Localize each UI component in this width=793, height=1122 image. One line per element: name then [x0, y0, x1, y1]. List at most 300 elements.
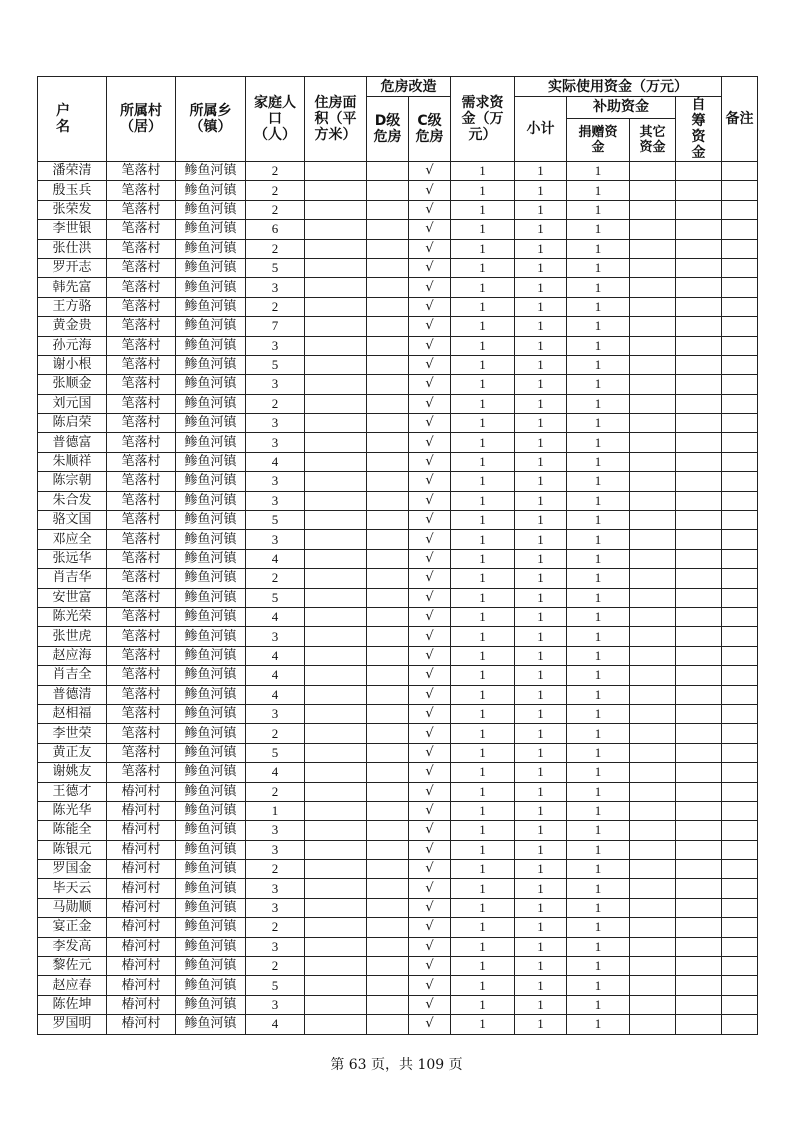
table-cell: 张仕洪: [38, 239, 107, 258]
table-cell: √: [409, 491, 451, 510]
table-cell: [676, 336, 722, 355]
table-cell: [722, 588, 758, 607]
table-cell: [722, 336, 758, 355]
table-cell: 1: [515, 627, 567, 646]
table-cell: 笔落村: [107, 181, 176, 200]
table-cell: 1: [567, 511, 630, 530]
table-cell: [722, 801, 758, 820]
table-cell: [367, 162, 409, 181]
header-name: 户 名: [38, 77, 107, 162]
table-cell: 1: [567, 258, 630, 277]
table-cell: [630, 588, 676, 607]
table-cell: 1: [567, 704, 630, 723]
table-cell: 1: [567, 530, 630, 549]
table-cell: 1: [515, 336, 567, 355]
table-cell: 1: [451, 317, 515, 336]
table-cell: 1: [515, 607, 567, 626]
table-cell: [305, 181, 367, 200]
table-cell: 1: [451, 278, 515, 297]
table-cell: 1: [515, 976, 567, 995]
table-cell: 鲹鱼河镇: [176, 433, 246, 452]
table-cell: 1: [567, 588, 630, 607]
table-cell: 1: [567, 860, 630, 879]
table-cell: [367, 549, 409, 568]
table-cell: [722, 452, 758, 471]
table-row: [38, 549, 758, 568]
table-cell: √: [409, 375, 451, 394]
table-cell: 鲹鱼河镇: [176, 685, 246, 704]
table-cell: [630, 414, 676, 433]
table-cell: 1: [451, 976, 515, 995]
table-cell: [630, 162, 676, 181]
table-cell: [676, 375, 722, 394]
table-cell: 张世虎: [38, 627, 107, 646]
table-cell: 1: [567, 200, 630, 219]
table-cell: [630, 181, 676, 200]
table-cell: [722, 1015, 758, 1034]
table-cell: [305, 821, 367, 840]
table-cell: 陈光华: [38, 801, 107, 820]
table-cell: √: [409, 724, 451, 743]
table-cell: [305, 491, 367, 510]
table-cell: [630, 685, 676, 704]
table-cell: [630, 898, 676, 917]
table-cell: 孙元海: [38, 336, 107, 355]
table-cell: 椿河村: [107, 976, 176, 995]
table-cell: 1: [515, 220, 567, 239]
table-cell: 3: [246, 491, 305, 510]
table-cell: 1: [515, 743, 567, 762]
table-cell: 骆文国: [38, 511, 107, 530]
table-row: [38, 898, 758, 917]
table-row: [38, 511, 758, 530]
table-cell: 1: [515, 918, 567, 937]
table-cell: 1: [515, 898, 567, 917]
table-cell: 1: [567, 414, 630, 433]
table-cell: [305, 336, 367, 355]
table-cell: 1: [567, 957, 630, 976]
table-cell: [676, 569, 722, 588]
table-cell: √: [409, 840, 451, 859]
table-cell: 鲹鱼河镇: [176, 607, 246, 626]
table-cell: [367, 840, 409, 859]
table-cell: 1: [515, 472, 567, 491]
table-cell: [722, 317, 758, 336]
table-cell: 1: [567, 162, 630, 181]
table-cell: [367, 569, 409, 588]
table-cell: [367, 181, 409, 200]
table-cell: 1: [567, 181, 630, 200]
table-row: [38, 976, 758, 995]
table-cell: 1: [567, 840, 630, 859]
table-cell: 笔落村: [107, 414, 176, 433]
table-cell: [630, 433, 676, 452]
table-cell: 1: [567, 1015, 630, 1034]
table-cell: 鲹鱼河镇: [176, 278, 246, 297]
table-cell: 笔落村: [107, 763, 176, 782]
table-cell: [722, 162, 758, 181]
table-cell: √: [409, 549, 451, 568]
table-cell: 黎佐元: [38, 957, 107, 976]
table-cell: 1: [515, 433, 567, 452]
table-cell: [367, 898, 409, 917]
table-cell: 鲹鱼河镇: [176, 181, 246, 200]
table-cell: 1: [515, 375, 567, 394]
table-cell: √: [409, 569, 451, 588]
table-cell: 1: [515, 685, 567, 704]
table-cell: 2: [246, 782, 305, 801]
table-cell: 陈启荣: [38, 414, 107, 433]
table-row: [38, 763, 758, 782]
table-cell: [722, 239, 758, 258]
table-cell: [630, 278, 676, 297]
table-cell: 1: [567, 355, 630, 374]
table-cell: [367, 743, 409, 762]
table-cell: 笔落村: [107, 511, 176, 530]
table-cell: [305, 743, 367, 762]
table-cell: [630, 840, 676, 859]
table-cell: [367, 685, 409, 704]
table-cell: [305, 355, 367, 374]
table-cell: [722, 549, 758, 568]
table-cell: 1: [515, 278, 567, 297]
table-cell: 笔落村: [107, 685, 176, 704]
table-cell: [630, 239, 676, 258]
table-cell: 椿河村: [107, 898, 176, 917]
table-cell: [630, 336, 676, 355]
table-cell: 1: [451, 472, 515, 491]
table-cell: 1: [451, 918, 515, 937]
table-cell: [630, 879, 676, 898]
table-cell: 1: [515, 549, 567, 568]
table-cell: √: [409, 511, 451, 530]
table-row: [38, 607, 758, 626]
table-cell: [630, 355, 676, 374]
table-cell: [630, 549, 676, 568]
table-cell: √: [409, 200, 451, 219]
table-cell: 4: [246, 452, 305, 471]
table-cell: [367, 355, 409, 374]
table-cell: 5: [246, 258, 305, 277]
table-cell: 1: [567, 375, 630, 394]
table-cell: 笔落村: [107, 433, 176, 452]
header-subtotal: 小计: [515, 97, 567, 162]
table-cell: [722, 724, 758, 743]
table-cell: 7: [246, 317, 305, 336]
table-cell: 罗国明: [38, 1015, 107, 1034]
table-cell: [722, 821, 758, 840]
table-cell: √: [409, 666, 451, 685]
table-cell: [305, 511, 367, 530]
table-cell: 赵应海: [38, 646, 107, 665]
table-cell: 鲹鱼河镇: [176, 375, 246, 394]
table-cell: 1: [451, 666, 515, 685]
table-cell: [676, 898, 722, 917]
table-cell: √: [409, 607, 451, 626]
table-cell: 1: [567, 763, 630, 782]
table-cell: [630, 607, 676, 626]
table-cell: [305, 666, 367, 685]
table-cell: [367, 278, 409, 297]
table-cell: [305, 607, 367, 626]
table-cell: [630, 782, 676, 801]
table-cell: 鲹鱼河镇: [176, 162, 246, 181]
table-cell: 2: [246, 569, 305, 588]
table-cell: 1: [451, 685, 515, 704]
table-cell: [722, 530, 758, 549]
table-row: [38, 278, 758, 297]
table-cell: [676, 743, 722, 762]
table-cell: [676, 704, 722, 723]
table-cell: 1: [515, 879, 567, 898]
table-cell: [676, 666, 722, 685]
table-cell: 笔落村: [107, 627, 176, 646]
table-cell: 1: [515, 258, 567, 277]
table-cell: 鲹鱼河镇: [176, 743, 246, 762]
table-cell: [676, 433, 722, 452]
table-cell: 笔落村: [107, 452, 176, 471]
table-row: [38, 588, 758, 607]
table-cell: 笔落村: [107, 646, 176, 665]
table-cell: [367, 511, 409, 530]
table-cell: 3: [246, 375, 305, 394]
table-cell: 笔落村: [107, 317, 176, 336]
table-cell: [630, 743, 676, 762]
table-cell: 李发高: [38, 937, 107, 956]
table-cell: [676, 549, 722, 568]
table-cell: [630, 937, 676, 956]
table-cell: [367, 375, 409, 394]
table-cell: √: [409, 220, 451, 239]
table-cell: [676, 840, 722, 859]
table-cell: 3: [246, 995, 305, 1014]
table-cell: [676, 472, 722, 491]
table-cell: [722, 181, 758, 200]
table-cell: [305, 724, 367, 743]
table-cell: [367, 646, 409, 665]
table-cell: 毕天云: [38, 879, 107, 898]
table-cell: 鲹鱼河镇: [176, 258, 246, 277]
header-d-level: D级危房: [367, 97, 409, 162]
table-cell: 1: [451, 763, 515, 782]
table-cell: 1: [515, 355, 567, 374]
table-cell: 宴正金: [38, 918, 107, 937]
header-self: 自筹资金: [676, 97, 722, 162]
table-cell: [676, 414, 722, 433]
table-row: [38, 801, 758, 820]
table-cell: [676, 200, 722, 219]
table-cell: 罗国金: [38, 860, 107, 879]
table-cell: 王方骆: [38, 297, 107, 316]
table-cell: 1: [451, 898, 515, 917]
table-cell: [367, 995, 409, 1014]
table-row: [38, 317, 758, 336]
table-cell: 1: [451, 957, 515, 976]
table-cell: [367, 336, 409, 355]
table-cell: [722, 743, 758, 762]
table-cell: 3: [246, 879, 305, 898]
table-cell: √: [409, 898, 451, 917]
table-cell: 鲹鱼河镇: [176, 239, 246, 258]
table-cell: √: [409, 763, 451, 782]
table-cell: 1: [451, 782, 515, 801]
table-cell: [305, 782, 367, 801]
table-cell: 1: [515, 840, 567, 859]
table-cell: 鲹鱼河镇: [176, 879, 246, 898]
table-cell: [367, 879, 409, 898]
table-cell: 笔落村: [107, 220, 176, 239]
table-row: [38, 879, 758, 898]
table-cell: 陈能全: [38, 821, 107, 840]
table-cell: [367, 433, 409, 452]
table-cell: [676, 258, 722, 277]
table-cell: 鲹鱼河镇: [176, 1015, 246, 1034]
table-cell: [630, 200, 676, 219]
table-cell: 鲹鱼河镇: [176, 995, 246, 1014]
table-cell: 1: [515, 957, 567, 976]
table-cell: 椿河村: [107, 840, 176, 859]
table-cell: 笔落村: [107, 724, 176, 743]
table-cell: 1: [451, 220, 515, 239]
table-cell: 1: [515, 860, 567, 879]
table-cell: 5: [246, 743, 305, 762]
table-row: [38, 355, 758, 374]
table-cell: [676, 162, 722, 181]
table-cell: [722, 511, 758, 530]
table-cell: 椿河村: [107, 801, 176, 820]
table-cell: [305, 317, 367, 336]
table-cell: 王德才: [38, 782, 107, 801]
table-cell: 3: [246, 433, 305, 452]
table-cell: [676, 452, 722, 471]
table-cell: √: [409, 472, 451, 491]
table-cell: [676, 588, 722, 607]
table-cell: [305, 278, 367, 297]
table-cell: [367, 704, 409, 723]
table-cell: [676, 607, 722, 626]
table-cell: [676, 801, 722, 820]
table-cell: 2: [246, 957, 305, 976]
table-cell: √: [409, 414, 451, 433]
table-cell: 4: [246, 549, 305, 568]
table-cell: [367, 957, 409, 976]
table-cell: 鲹鱼河镇: [176, 627, 246, 646]
table-cell: 鲹鱼河镇: [176, 860, 246, 879]
table-cell: √: [409, 452, 451, 471]
table-cell: 鲹鱼河镇: [176, 724, 246, 743]
table-cell: 椿河村: [107, 860, 176, 879]
table-cell: [367, 627, 409, 646]
table-cell: √: [409, 704, 451, 723]
table-cell: [305, 995, 367, 1014]
table-cell: 椿河村: [107, 879, 176, 898]
table-cell: [305, 957, 367, 976]
table-row: [38, 162, 758, 181]
table-cell: 鲹鱼河镇: [176, 821, 246, 840]
table-cell: [305, 200, 367, 219]
table-cell: 1: [451, 995, 515, 1014]
table-cell: 1: [567, 801, 630, 820]
table-cell: 1: [451, 821, 515, 840]
table-cell: 4: [246, 1015, 305, 1034]
table-cell: 安世富: [38, 588, 107, 607]
table-cell: √: [409, 278, 451, 297]
table-cell: 2: [246, 724, 305, 743]
table-cell: [630, 530, 676, 549]
header-population: 家庭人口（人）: [246, 77, 305, 162]
table-cell: 1: [515, 530, 567, 549]
table-cell: [676, 220, 722, 239]
table-cell: [305, 588, 367, 607]
table-cell: 1: [515, 452, 567, 471]
table-cell: 韩先富: [38, 278, 107, 297]
table-cell: 1: [515, 162, 567, 181]
table-cell: [722, 472, 758, 491]
table-cell: 3: [246, 627, 305, 646]
table-cell: 笔落村: [107, 569, 176, 588]
table-cell: [367, 258, 409, 277]
table-cell: 陈光荣: [38, 607, 107, 626]
table-cell: [630, 995, 676, 1014]
table-cell: 1: [451, 200, 515, 219]
table-cell: 3: [246, 704, 305, 723]
table-cell: 1: [515, 821, 567, 840]
table-cell: √: [409, 355, 451, 374]
table-cell: [630, 511, 676, 530]
table-cell: [367, 782, 409, 801]
table-cell: √: [409, 743, 451, 762]
table-cell: 1: [451, 627, 515, 646]
table-cell: 1: [567, 452, 630, 471]
table-cell: [676, 918, 722, 937]
table-cell: 1: [567, 607, 630, 626]
table-cell: 李世银: [38, 220, 107, 239]
table-cell: [676, 763, 722, 782]
table-cell: 笔落村: [107, 336, 176, 355]
table-row: [38, 1015, 758, 1034]
table-cell: √: [409, 976, 451, 995]
table-cell: [630, 821, 676, 840]
table-cell: 1: [567, 220, 630, 239]
table-cell: 李世荣: [38, 724, 107, 743]
table-cell: 1: [567, 646, 630, 665]
table-cell: 1: [451, 879, 515, 898]
table-cell: 1: [515, 239, 567, 258]
table-cell: [676, 995, 722, 1014]
table-cell: 椿河村: [107, 918, 176, 937]
table-cell: 1: [451, 394, 515, 413]
table-cell: √: [409, 258, 451, 277]
table-cell: [367, 414, 409, 433]
table-cell: 1: [515, 394, 567, 413]
table-cell: [305, 220, 367, 239]
table-cell: 陈佐坤: [38, 995, 107, 1014]
table-cell: 鲹鱼河镇: [176, 394, 246, 413]
table-cell: 笔落村: [107, 278, 176, 297]
table-cell: [367, 763, 409, 782]
table-cell: √: [409, 801, 451, 820]
table-cell: [676, 724, 722, 743]
table-cell: [722, 414, 758, 433]
table-cell: [722, 763, 758, 782]
table-row: [38, 452, 758, 471]
table-row: [38, 200, 758, 219]
table-cell: 1: [451, 297, 515, 316]
table-cell: 鲹鱼河镇: [176, 511, 246, 530]
table-cell: [722, 394, 758, 413]
table-cell: 1: [567, 394, 630, 413]
table-cell: 1: [515, 317, 567, 336]
